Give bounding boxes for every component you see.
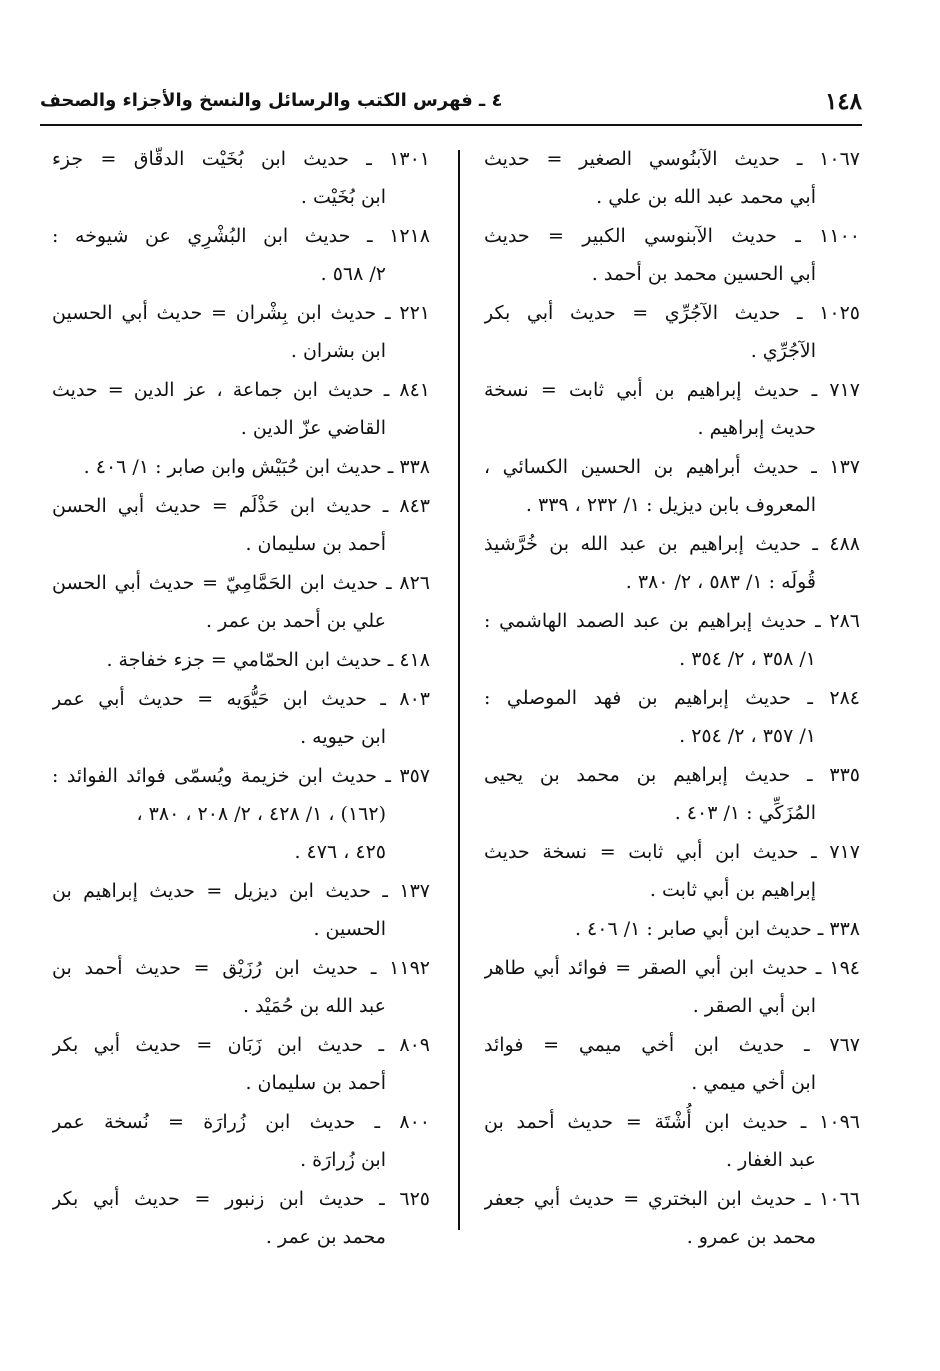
entry-heading-line: ٤١٨ ـ حديث ابن الحمّامي = جزء خفاجة . — [106, 649, 430, 671]
entry-heading-line: ٣٣٨ ـ حديث ابن أبي صابر : ١/ ٤٠٦ . — [574, 918, 860, 940]
index-entry — [484, 1103, 860, 1179]
entry-continuation-line: أبي محمد عبد الله بن علي . — [596, 186, 816, 208]
entry-continuation-line: حديث إبراهيم . — [697, 417, 816, 439]
entry-heading-line: ١٣٧ ـ حديث ابن ديزيل = حديث إبراهيم بن — [52, 880, 430, 902]
entry-heading-line: ٣٣٨ ـ حديث ابن حُبَيْش وابن صابر : ١/ ٤٠٦ . — [83, 456, 430, 478]
index-entry — [52, 140, 430, 216]
index-entry — [52, 294, 430, 370]
entry-continuation-line: أبي الحسين محمد بن أحمد . — [591, 263, 816, 285]
index-entry — [52, 217, 430, 293]
page-header — [40, 78, 862, 118]
index-entry — [484, 1026, 860, 1102]
entry-heading-line: ١٩٤ ـ حديث ابن أبي الصقر = فوائد أبي طاهر — [484, 957, 860, 979]
entry-heading-line: ١٢١٨ ـ حديث ابن البُشْرِي عن شيوخه : — [52, 225, 430, 247]
entry-heading-line: ٧٦٧ ـ حديث ابن أخي ميمي = فوائد — [484, 1034, 860, 1056]
entry-heading-line: ١٣٧ ـ حديث أبراهيم بن الحسين الكسائي ، — [484, 456, 860, 478]
index-entry — [484, 949, 860, 1025]
entry-heading-line: ٢٢١ ـ حديث ابن بِشْران = حديث أبي الحسين — [52, 302, 430, 324]
entry-continuation-line: (١٦٢) ، ١/ ٤٢٨ ، ٢/ ٢٠٨ ، ٣٨٠ ، — [136, 803, 386, 825]
running-title: ٤ ـ فهرس الكتب والرسائل والنسخ والأجزاء والصحف — [40, 90, 503, 111]
index-entry — [484, 833, 860, 909]
index-entry — [52, 1026, 430, 1102]
entry-heading-line: ١١٠٠ ـ حديث الآبنوسي الكبير = حديث — [484, 225, 860, 247]
entry-heading-line: ١٠٢٥ ـ حديث الآجُرِّي = حديث أبي بكر — [484, 302, 860, 324]
header-rule — [40, 124, 862, 126]
entry-continuation-line: ابن بشران . — [290, 340, 386, 362]
entry-heading-line: ١٣٠١ ـ حديث ابن بُخَيْت الدقّاق = جزء — [52, 148, 430, 170]
entry-continuation-line: أحمد بن سليمان . — [245, 1072, 386, 1094]
entry-continuation-line: المُزَكِّي : ١/ ٤٠٣ . — [674, 802, 816, 824]
entry-continuation-line: ٤٢٥ ، ٤٧٦ . — [294, 841, 386, 863]
entry-continuation-line: عبد الله بن حُمَيْد . — [243, 995, 386, 1017]
entry-heading-line: ٣٥٧ ـ حديث ابن خزيمة ويُسمّى فوائد الفوائد : — [52, 765, 430, 787]
index-entry — [52, 371, 430, 447]
entry-heading-line: ٢٨٤ ـ حديث إبراهيم بن فهد الموصلي : — [484, 687, 860, 709]
index-entry — [484, 525, 860, 601]
index-entry — [52, 872, 430, 948]
index-entry — [52, 1180, 430, 1256]
entry-heading-line: ٦٢٥ ـ حديث ابن زنبور = حديث أبي بكر — [52, 1188, 430, 1210]
column-divider — [458, 150, 460, 1230]
page-number: ١٤٨ — [824, 88, 862, 115]
entry-continuation-line: محمد بن عمر . — [265, 1226, 386, 1248]
right-column — [484, 140, 860, 1257]
entry-heading-line: ١١٩٢ ـ حديث ابن رُزَيْق = حديث أحمد بن — [52, 957, 430, 979]
index-entry — [484, 217, 860, 293]
entry-continuation-line: قُولَه : ١/ ٥٨٣ ، ٢/ ٣٨٠ . — [625, 571, 816, 593]
entry-heading-line: ٨٢٦ ـ حديث ابن الحَمَّامِيّ = حديث أبي الحسن — [52, 572, 430, 594]
entry-continuation-line: ١/ ٣٥٨ ، ٢/ ٣٥٤ . — [679, 648, 816, 670]
index-entry — [484, 140, 860, 216]
entry-heading-line: ٧١٧ ـ حديث ابن أبي ثابت = نسخة حديث — [484, 841, 860, 863]
entry-heading-line: ١٠٦٧ ـ حديث الآبنُوسي الصغير = حديث — [484, 148, 860, 170]
entry-continuation-line: علي بن أحمد بن عمر . — [206, 610, 386, 632]
left-column — [52, 140, 430, 1257]
index-entry — [52, 487, 430, 563]
index-entry — [484, 371, 860, 447]
entry-continuation-line: ابن زُرارَة . — [300, 1149, 386, 1171]
entry-heading-line: ٢٨٦ ـ حديث إبراهيم بن عبد الصمد الهاشمي : — [484, 610, 860, 632]
entry-heading-line: ٨٤١ ـ حديث ابن جماعة ، عز الدين = حديث — [52, 379, 430, 401]
entry-continuation-line: ابن بُخَيْت . — [300, 186, 386, 208]
index-entry — [484, 448, 860, 524]
entry-heading-line: ٤٨٨ ـ حديث إبراهيم بن عبد الله بن خُرَّشيذ — [484, 533, 860, 555]
index-entry — [52, 680, 430, 756]
index-entry — [484, 756, 860, 832]
entry-continuation-line: الحسين . — [313, 918, 386, 940]
entry-heading-line: ٨٤٣ ـ حديث ابن حَذْلَم = حديث أبي الحسن — [52, 495, 430, 517]
entry-heading-line: ٨٠٠ ـ حديث ابن زُرارَة = نُسخة عمر — [52, 1111, 430, 1133]
entry-continuation-line: المعروف بابن ديزيل : ١/ ٢٣٢ ، ٣٣٩ . — [525, 494, 816, 516]
index-entry — [52, 1103, 430, 1179]
entry-continuation-line: ابن أخي ميمي . — [691, 1072, 816, 1094]
entry-continuation-line: عبد الغفار . — [726, 1149, 816, 1171]
index-entry — [484, 1180, 860, 1256]
index-entry — [52, 949, 430, 1025]
entry-heading-line: ٣٣٥ ـ حديث إبراهيم بن محمد بن يحيى — [484, 764, 860, 786]
index-entry — [52, 757, 430, 871]
index-entry — [52, 448, 430, 486]
entry-continuation-line: الآجُرِّي . — [750, 340, 816, 362]
entry-continuation-line: ابن حيويه . — [300, 726, 386, 748]
entry-heading-line: ١٠٩٦ ـ حديث ابن أُشْتَة = حديث أحمد بن — [484, 1111, 860, 1133]
entry-continuation-line: أحمد بن سليمان . — [245, 533, 386, 555]
index-entry — [484, 602, 860, 678]
index-entry — [484, 294, 860, 370]
entry-continuation-line: ١/ ٣٥٧ ، ٢/ ٢٥٤ . — [679, 725, 816, 747]
index-entry — [484, 679, 860, 755]
entry-continuation-line: ابن أبي الصقر . — [692, 995, 816, 1017]
entry-heading-line: ١٠٦٦ ـ حديث ابن البختري = حديث أبي جعفر — [484, 1188, 860, 1210]
entry-heading-line: ٨٠٩ ـ حديث ابن زَبَان = حديث أبي بكر — [52, 1034, 430, 1056]
entry-heading-line: ٧١٧ ـ حديث إبراهيم بن أبي ثابت = نسخة — [484, 379, 860, 401]
entry-continuation-line: القاضي عزّ الدين . — [240, 417, 386, 439]
entry-heading-line: ٨٠٣ ـ حديث ابن حَيُّوَيه = حديث أبي عمر — [52, 688, 430, 710]
entry-continuation-line: ٢/ ٥٦٨ . — [320, 263, 386, 285]
index-entry — [52, 564, 430, 640]
entry-continuation-line: إبراهيم بن أبي ثابت . — [649, 879, 816, 901]
entry-continuation-line: محمد بن عمرو . — [686, 1226, 816, 1248]
index-entry — [484, 910, 860, 948]
index-entry — [52, 641, 430, 679]
